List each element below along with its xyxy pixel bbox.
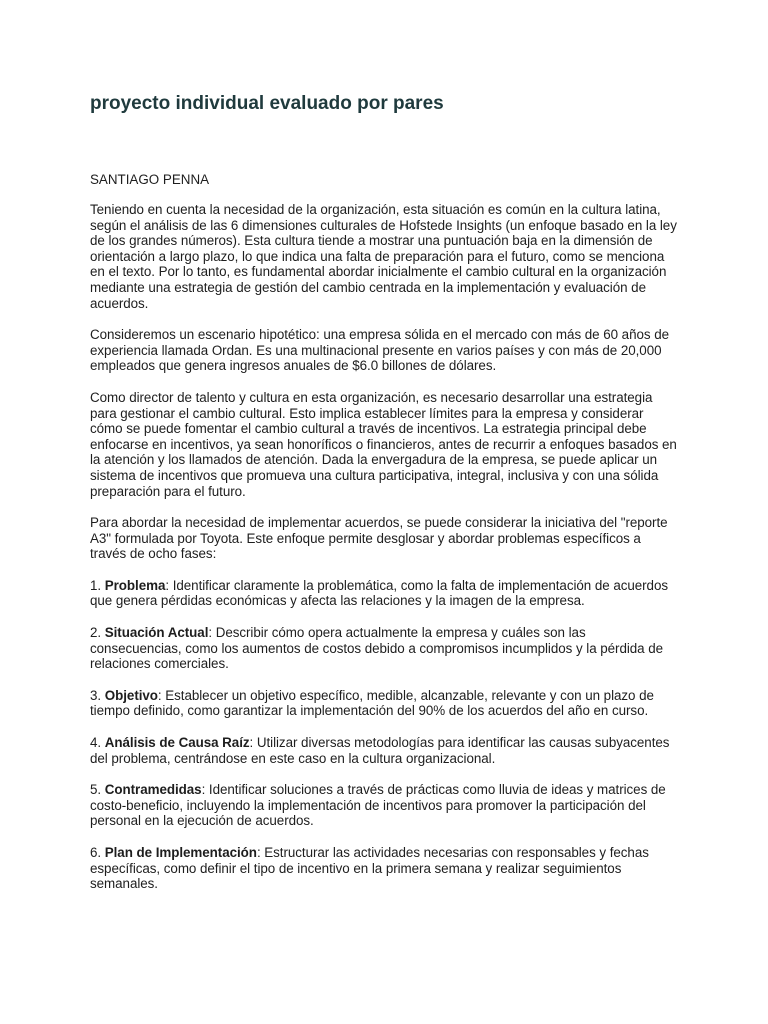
- phase-number: 6.: [90, 845, 105, 860]
- author-name: SANTIAGO PENNA: [90, 172, 210, 187]
- phase-term: Objetivo: [104, 687, 158, 703]
- a3-report-paragraph: Para abordar la necesidad de implementar acuerdos, se puede considerar la iniciativa del "reporte A3" formulada por Toyota. Este enfoque permite desglosar y abordar problemas específicos a través de ocho fases:: [90, 515, 668, 562]
- phase-term: Problema: [104, 577, 166, 593]
- phase-item-analisis-causa-raiz: [90, 735, 678, 766]
- phase-item-plan-implementacion: [90, 845, 678, 892]
- phase-number: 3.: [90, 687, 105, 703]
- phase-number: 1.: [90, 577, 105, 593]
- intro-paragraph: Teniendo en cuenta la necesidad de la organización, esta situación es común en la cultura latina, según el análisis de las 6 dimensiones culturales de Hofstede Insights (un enfoque basado en la ley de los grandes números). Esta cultura tiende a mostrar una puntuación baja en la dimensión de orientación a largo plazo, lo que indica una falta de preparación para el futuro, como se menciona en el texto. Por lo tanto, es fundamental abordar inicialmente el cambio cultural en la organización mediante una estrategia de gestión del cambio centrada en la implementación y evaluación de acuerdos.: [90, 202, 677, 311]
- phase-term: Situación Actual: [104, 625, 209, 641]
- phase-description: : Estructurar las actividades necesarias con responsables y fechas específicas, como definir el tipo de incentivo en la primera semana y realizar seguimientos semanales.: [90, 845, 649, 892]
- phase-number: 4.: [90, 735, 105, 751]
- phase-description: : Describir cómo opera actualmente la empresa y cuáles son las consecuencias, como los aumentos de costos debido a compromisos incumplidos y la pérdida de relaciones comerciales.: [90, 625, 664, 672]
- phase-description: : Identificar soluciones a través de prácticas como lluvia de ideas y matrices de costo-beneficio, incluyendo la implementación de incentivos para promover la participación del personal en la ejecución de acuerdos.: [90, 782, 666, 829]
- phase-item-problema: [90, 578, 678, 609]
- phase-description: : Identificar claramente la problemática, como la falta de implementación de acuerdos que genera pérdidas económicas y afecta las relaciones y la imagen de la empresa.: [90, 577, 669, 609]
- scenario-paragraph: Consideremos un escenario hipotético: una empresa sólida en el mercado con más de 60 años de experiencia llamada Ordan. Es una multinacional presente en varios países y con más de 20,000 empleados que genera ingresos anuales de $6.0 billones de dólares.: [90, 327, 669, 374]
- phase-number: 5.: [90, 782, 105, 798]
- phase-term: Análisis de Causa Raíz: [104, 735, 250, 751]
- phase-item-objetivo: [90, 688, 678, 719]
- phase-description: : Establecer un objetivo específico, medible, alcanzable, relevante y con un plazo de tiempo definido, como garantizar la implementación del 90% de los acuerdos del año en curso.: [90, 687, 654, 719]
- phase-term: Plan de Implementación: [104, 845, 257, 860]
- phase-description: : Utilizar diversas metodologías para identificar las causas subyacentes del problema, centrándose en este caso en la cultura organizacional.: [90, 735, 670, 766]
- strategy-paragraph: Como director de talento y cultura en esta organización, es necesario desarrollar una estrategia para gestionar el cambio cultural. Esto implica establecer límites para la empresa y considerar cómo se puede fomentar el cambio cultural a través de incentivos. La estrategia principal debe enfocarse en incentivos, ya sean honoríficos o financieros, antes de recurrir a enfoques basados en la atención y los llamados de atención. Dada la envergadura de la empresa, se puede aplicar un sistema de incentivos que promueva una cultura participativa, integral, inclusiva y con una sólida preparación para el futuro.: [90, 389, 677, 499]
- phase-number: 2.: [90, 625, 105, 641]
- phase-term: Contramedidas: [104, 782, 202, 798]
- document-title: proyecto individual evaluado por pares: [90, 93, 444, 114]
- phase-item-contramedidas: [90, 782, 678, 829]
- phase-item-situacion-actual: [90, 625, 678, 672]
